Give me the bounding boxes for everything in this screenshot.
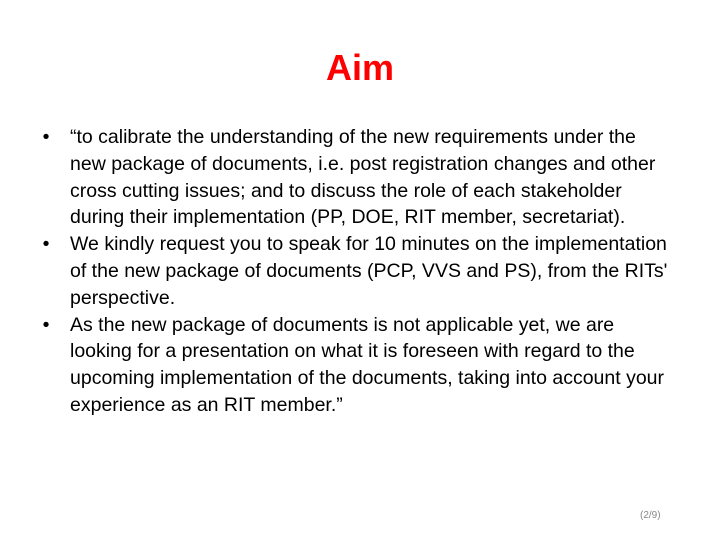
bullet-item-request bbox=[36, 231, 670, 311]
page-number: (2/9) bbox=[640, 510, 661, 521]
bullet-item-presentation bbox=[36, 312, 670, 419]
bullet-item-calibrate bbox=[36, 124, 670, 231]
bullet-list bbox=[36, 124, 670, 419]
slide-title: Aim bbox=[325, 47, 394, 88]
bullet-marker: • bbox=[42, 313, 50, 336]
bullet-marker: • bbox=[42, 126, 50, 148]
bullet-text: We kindly request you to speak for 10 minutes on the implementation of the new package of documents (PCP, VVS and PS), from the RITs' perspective. bbox=[70, 233, 668, 309]
bullet-text: “to calibrate the understanding of the new requirements under the new package of documents, i.e. post registration changes and other cross cutting issues; and to discuss the role of each stakeholder during their implementation (PP, DOE, RIT member, secretariat). bbox=[70, 126, 656, 229]
bullet-text: As the new package of documents is not applicable yet, we are looking for a presentation on what it is foreseen with regard to the upcoming implementation of the documents, taking into account your experience as an RIT member.” bbox=[70, 313, 665, 416]
bullet-marker: • bbox=[42, 233, 50, 256]
